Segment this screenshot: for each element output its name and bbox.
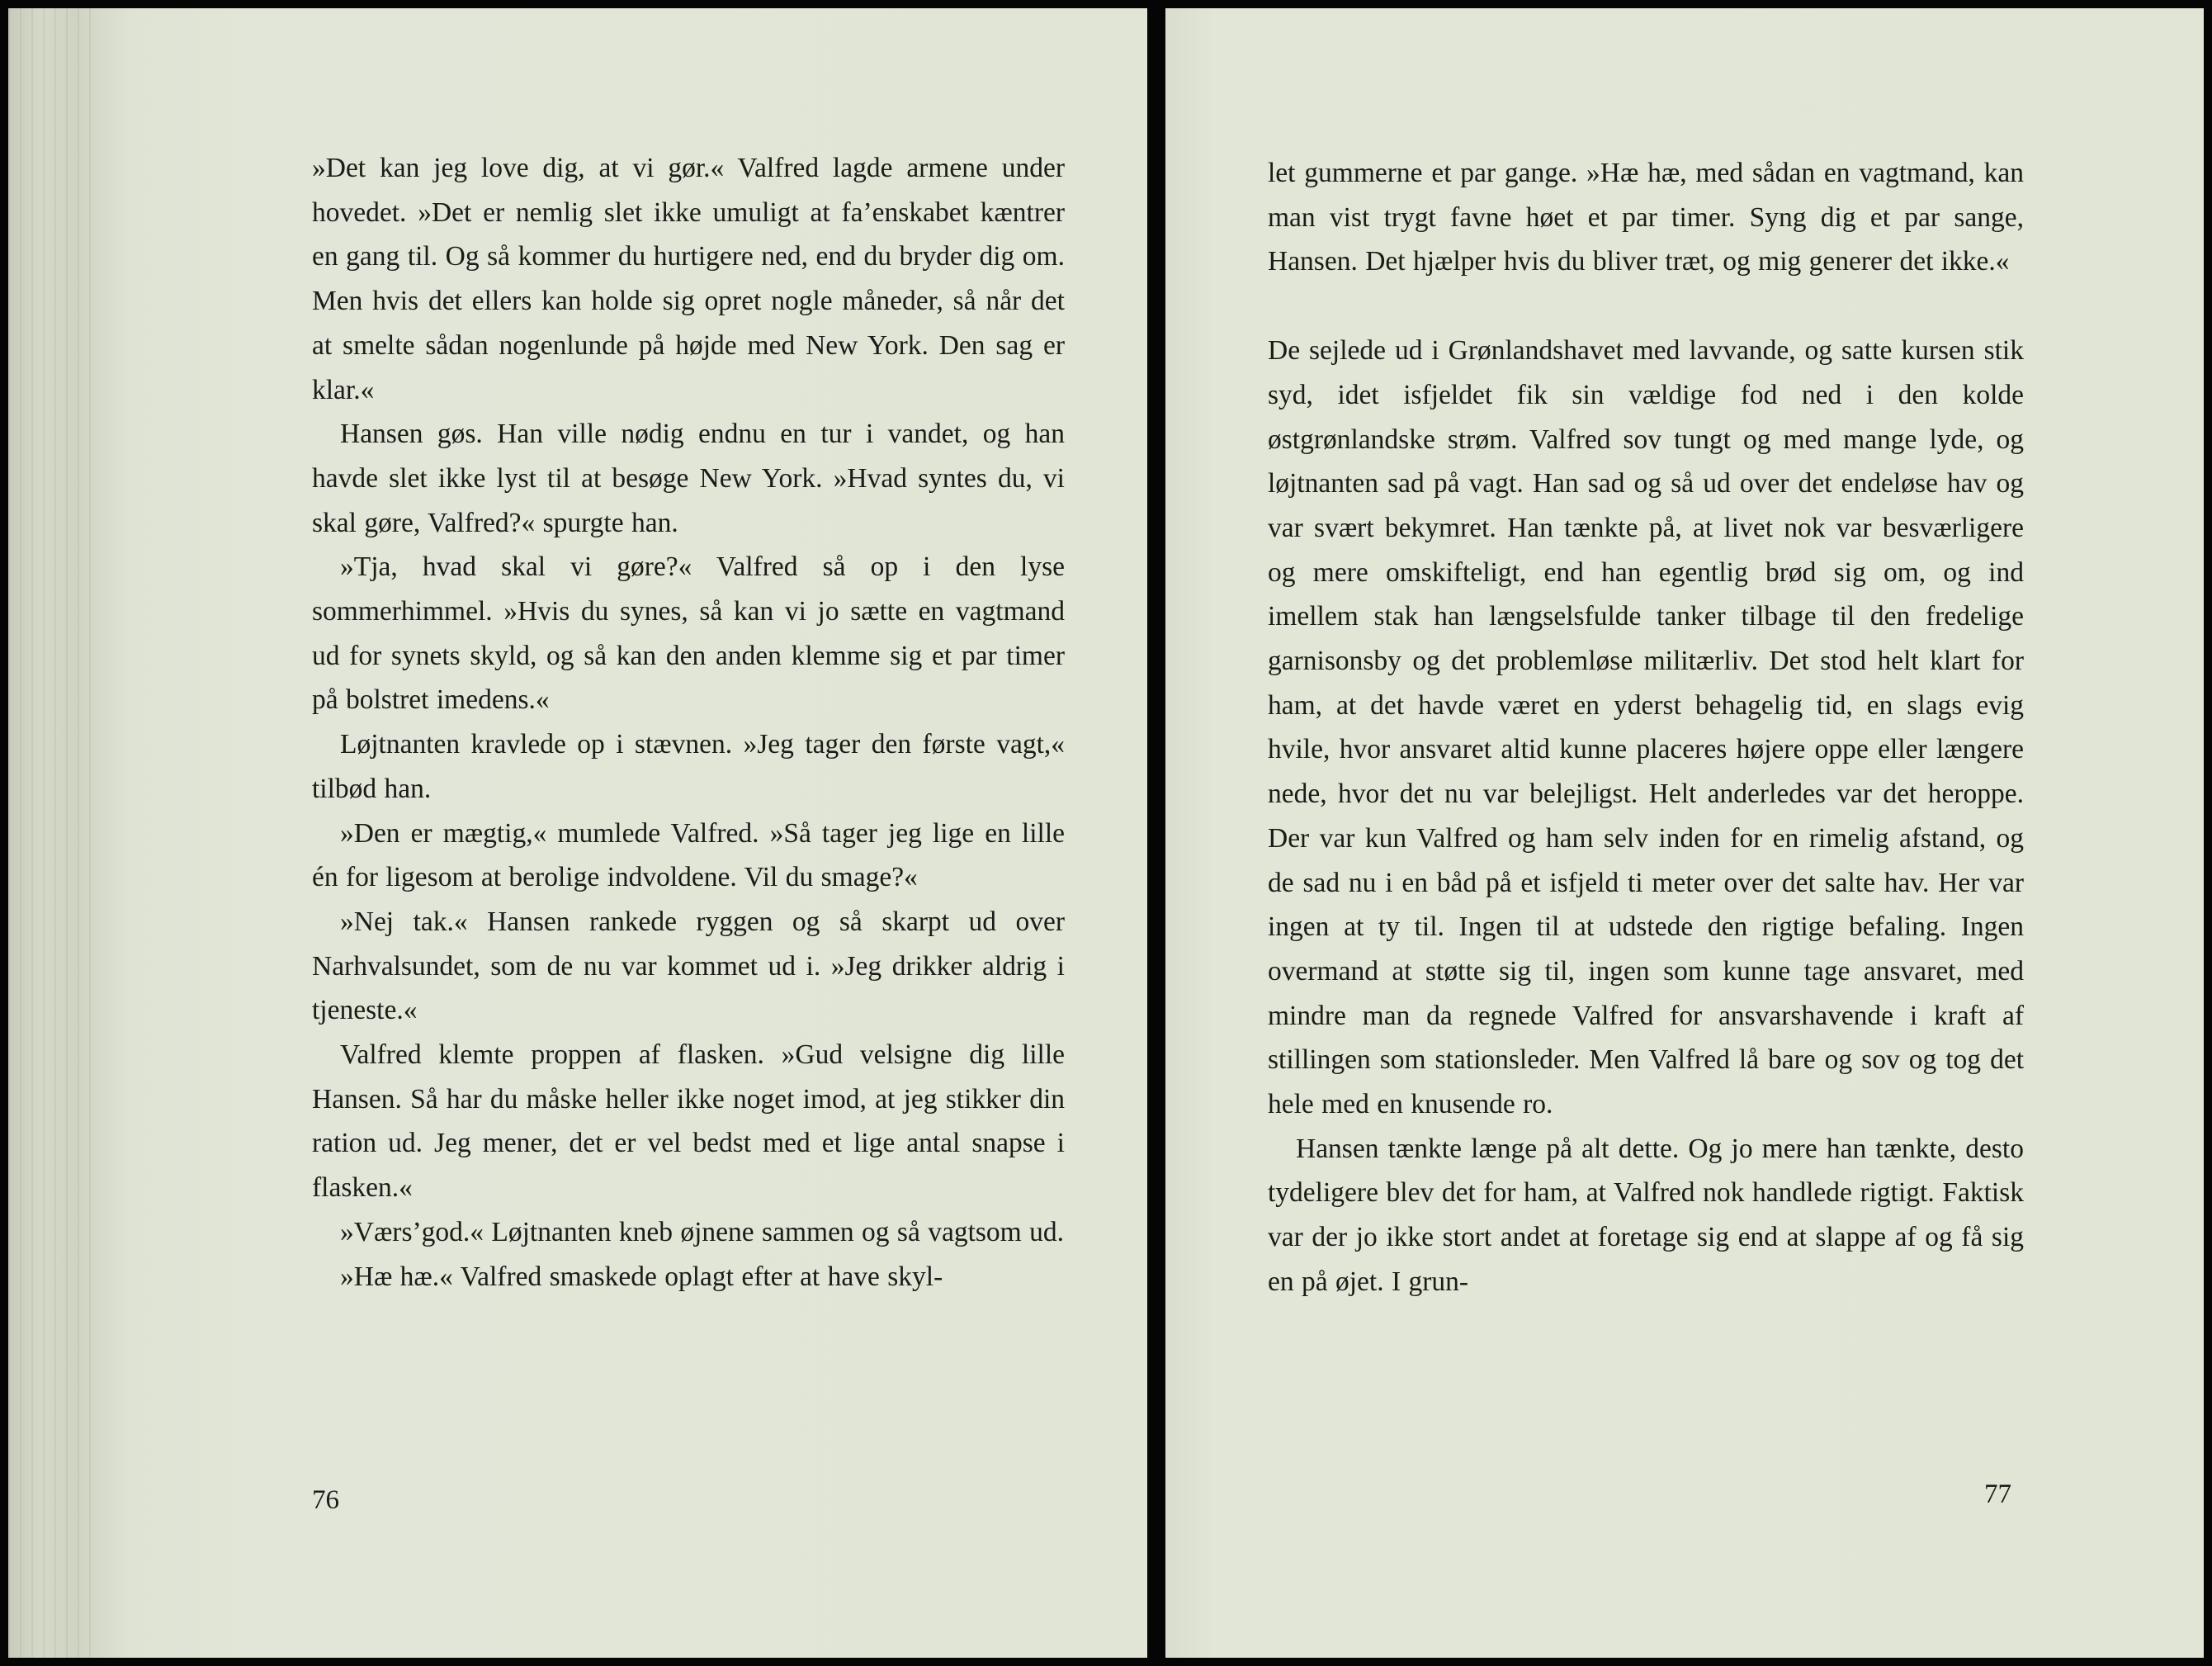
paragraph: Løjtnanten kravlede op i stævnen. »Jeg tager den første vagt,« tilbød han.: [312, 729, 1065, 804]
paragraph: »Nej tak.« Hansen rankede ryggen og så skarpt ud over Narhvalsundet, som de nu var kommet ud i. »Jeg drikker aldrig i tjeneste.«: [312, 906, 1065, 1026]
paragraph: »Det kan jeg love dig, at vi gør.« Valfred lagde armene under hovedet. »Det er nemlig slet ikke umuligt at fa’enskabet kæntrer en gang til. Og så kommer du hurtigere ned, end du bryder dig om. Men hvis det ellers kan holde sig opret nogle måneder, så når det at smelte sådan nogenlunde på højde med New York. Den sag er klar.«: [312, 153, 1065, 405]
paragraph: »Hæ hæ.« Valfred smaskede oplagt efter at have skyl-: [340, 1261, 943, 1292]
page-stack-edge: [8, 8, 91, 1658]
page-number: 76: [312, 1485, 339, 1515]
paragraph: Hansen tænkte længe på alt dette. Og jo mere han tænkte, desto tydeligere blev det for ham, at Valfred nok handlede rigtigt. Faktisk var der jo ikke stort andet at foretage sig end at slappe af og få sig en på øjet. I grun-: [1268, 1133, 2024, 1297]
paragraph: let gummerne et par gange. »Hæ hæ, med sådan en vagtmand, kan man vist trygt favne høet et par timer. Syng dig et par sange, Hansen. Det hjælper hvis du bliver træt, og mig generer det ikke.«: [1268, 158, 2024, 277]
paragraph: »Tja, hvad skal vi gøre?« Valfred så op i den lyse sommerhimmel. »Hvis du synes, så kan vi jo sætte en vagtmand ud for synets skyld, og så kan den anden klemme sig et par timer på bolstret imedens.«: [312, 551, 1065, 716]
right-page-text: [1268, 151, 2024, 1304]
paragraph: Valfred klemte proppen af flasken. »Gud velsigne dig lille Hansen. Så har du måske heller ikke noget imod, at jeg stikker din ration ud. Jeg mener, det er vel bedst med et lige antal snapse i flasken.«: [312, 1039, 1065, 1204]
paragraph: »Den er mægtig,« mumlede Valfred. »Så tager jeg lige en lille én for ligesom at berolige indvoldene. Vil du smage?«: [312, 817, 1065, 893]
paragraph: »Værs’god.« Løjtnanten kneb øjnene sammen og så vagtsom ud.: [340, 1216, 1064, 1247]
paragraph: Hansen gøs. Han ville nødig endnu en tur i vandet, og han havde slet ikke lyst til at besøge New York. »Hvad syntes du, vi skal gøre, Valfred?« spurgte han.: [312, 419, 1065, 538]
left-page-text: [312, 146, 1065, 1299]
right-page: [1165, 8, 2204, 1658]
page-number: 77: [1984, 1479, 2011, 1509]
left-page: [8, 8, 1147, 1658]
paragraph: De sejlede ud i Grønlandshavet med lavvande, og satte kursen stik syd, idet isfjeldet fik sin vældige fod ned i den kolde østgrønlandske strøm. Valfred sov tungt og med mange lyde, og løjtnanten sad på vagt. Han sad og så ud over det endeløse hav og var svært bekymret. Han tænkte på, at livet nok var besværligere og mere omskifteligt, end han egentlig brød sig om, og ind imellem stak han længselsfulde tanker tilbage til den fredelige garnisonsby og det problemløse militærliv. Det stod helt klart for ham, at det havde været en yderst behagelig tid, en slags evig hvile, hvor ansvaret altid kunne placeres højere oppe eller længere nede, hvor det nu var belejligst. Helt anderledes var det heroppe. Der var kun Valfred og ham selv inden for en rimelig afstand, og de sad nu i en båd på et isfjeld ti meter over det salte hav. Her var ingen at ty til. Ingen til at udstede den rigtige befaling. Ingen overmand at støtte sig til, ingen som kunne tage ansvaret, med mindre man da regnede Valfred for ansvarshavende i kraft af stillingen som stationsleder. Men Valfred lå bare og sov og tog det hele med en knusende ro.: [1268, 335, 2024, 1120]
